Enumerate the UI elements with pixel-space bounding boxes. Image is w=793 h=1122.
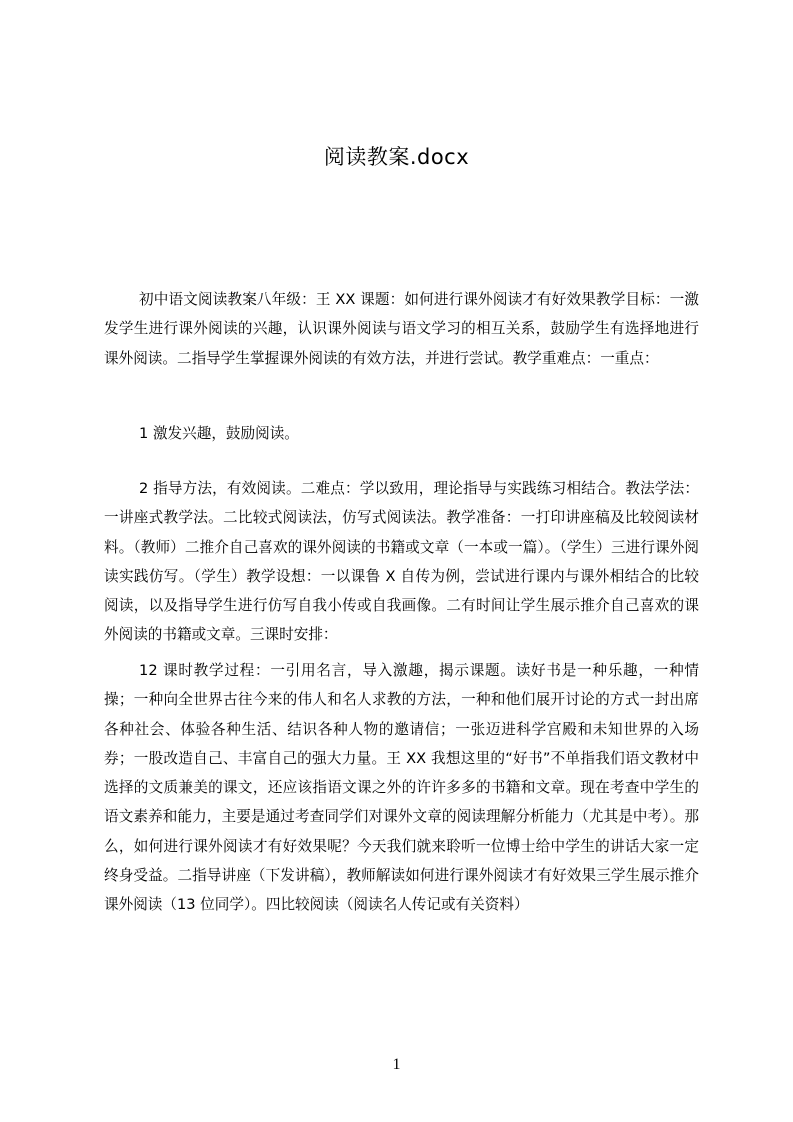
page-number: 1	[392, 1056, 401, 1073]
paragraph-teaching-goals: 初中语文阅读教案八年级：王 XX 课题：如何进行课外阅读才有好效果教学目标：一激发学生进行课外阅读的兴趣，认识课外阅读与语文学习的相互关系，鼓励学生有选择地进行课外阅读。二指导学生掌握课外阅读的有效方法，并进行尝试。教学重难点：一重点：	[104, 291, 699, 367]
paragraph-methods-preparation: 2 指导方法，有效阅读。二难点：学以致用，理论指导与实践练习相结合。教法学法：一讲座式教学法。二比较式阅读法，仿写式阅读法。教学准备：一打印讲座稿及比较阅读材料。（教师）二推介自己喜欢的课外阅读的书籍或文章（一本或一篇）。（学生）三进行课外阅读实践仿写。（学生）教学设想：一以课鲁 X 自传为例，尝试进行课内与课外相结合的比较阅读，以及指导学生进行仿写自我小传或自我画像。二有时间让学生展示推介自己喜欢的课外阅读的书籍或文章。三课时安排：	[104, 480, 699, 644]
paragraph-teaching-process: 12 课时教学过程：一引用名言，导入激趣，揭示课题。读好书是一种乐趣，一种情操；一种向全世界古往今来的伟人和名人求教的方法，一种和他们展开讨论的方式一封出席各种社会、体验各种生活、结识各种人物的邀请信；一张迈进科学宫殿和未知世界的入场券；一股改造自己、丰富自己的强大力量。王 XX 我想这里的“好书”不单指我们语文教材中选择的文质兼美的课文，还应该指语文课之外的许许多多的书籍和文章。现在考查中学生的语文素养和能力，主要是通过考查同学们对课外文章的阅读理解分析能力（尤其是中考）。那么，如何进行课外阅读才有好效果呢？今天我们就来聆听一位博士给中学生的讲话大家一定终身受益。二指导讲座（下发讲稿），教师解读如何进行课外阅读才有好效果三学生展示推介课外阅读（13 位同学）。四比较阅读（阅读名人传记或有关资料）	[104, 662, 699, 914]
document-title: 阅读教案.docx	[323, 145, 470, 169]
paragraph-key-point-1: 1 激发兴趣，鼓励阅读。	[139, 425, 299, 442]
